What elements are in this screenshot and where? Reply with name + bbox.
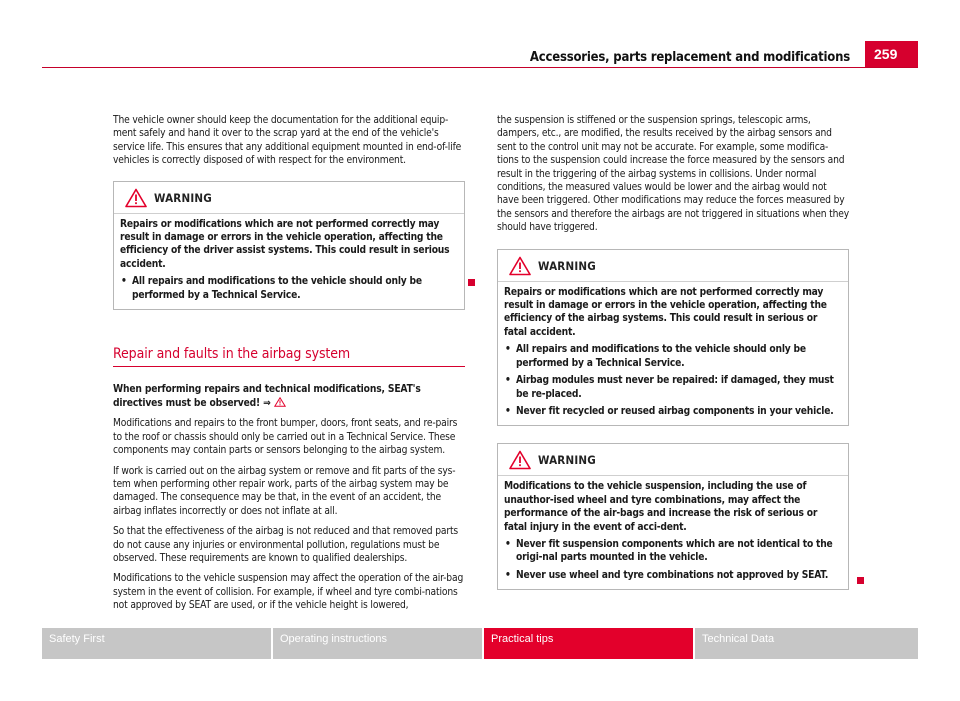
bullet-dot: •: [505, 569, 511, 581]
body-paragraph: Modifications to the vehicle suspension may affect the operation of the air-bag system in the event of collision. For example, if wheel and tyre combi-nations not approved by SEAT are used, or if the vehicle height is lowered,: [113, 573, 464, 612]
footer-nav: [42, 628, 918, 659]
warning-bullet: [504, 538, 842, 565]
section-title: Repair and faults in the airbag system: [113, 348, 465, 367]
warning-bullet-text: All repairs and modifications to the vehicle should only be performed by a Technical Service.: [132, 276, 422, 301]
warning-bullet-text: All repairs and modifications to the vehicle should only be performed by a Technical Service.: [516, 344, 806, 369]
warning-header: [114, 182, 464, 214]
warning-bullet: [504, 374, 842, 401]
intro-paragraph: The vehicle owner should keep the documentation for the additional equip-ment safely and hand it over to the scrap yard at the end of the vehicle's service life. This ensures that any additional equipment mounted in end-of-life vehicles is correctly disposed of with respect for the environment.: [113, 115, 462, 167]
bullet-dot: •: [121, 276, 127, 288]
warning-title: WARNING: [154, 190, 212, 205]
body-paragraph: So that the effectiveness of the airbag is not reduced and that removed parts do not cause any injuries or environmental pollution, regulations must be observed. These requirements are known to qualified dealerships.: [113, 526, 459, 564]
tab-practical-tips[interactable]: Practical tips: [484, 628, 693, 659]
warning-body: [114, 214, 464, 309]
warning-bullet-text: Never fit suspension components which are not identical to the origi-nal parts mounted in the vehicle.: [516, 538, 833, 564]
warning-bullet-text: Never fit recycled or reused airbag components in your vehicle.: [516, 405, 834, 417]
warning-triangle-icon: [509, 256, 531, 276]
section-end-marker: [857, 577, 864, 584]
body-paragraph: If work is carried out on the airbag system or remove and fit parts of the sys-tem when performing other repair work, parts of the airbag system may be damaged. The consequence may be that, in the event of an accident, the airbag inflates incorrectly or does not inflate at all.: [113, 465, 456, 517]
bullet-dot: •: [505, 538, 511, 550]
warning-box: [497, 443, 849, 590]
page-header-title: Accessories, parts replacement and modifications: [529, 50, 850, 65]
warning-text: Modifications to the vehicle suspension, including the use of unauthor-ised wheel and tyre combinations, may affect the performance of the air-bags and increase the risk of serious or fatal injury in the event of acci-dent.: [504, 481, 818, 533]
warning-bullet-text: Never use wheel and tyre combinations not approved by SEAT.: [516, 569, 829, 581]
warning-box: [113, 181, 465, 310]
bullet-dot: •: [505, 344, 511, 356]
lead-paragraph: [113, 383, 465, 410]
right-column: [497, 114, 849, 590]
warning-bullet-text: Airbag modules must never be repaired: if damaged, they must be re-placed.: [516, 375, 834, 400]
body-paragraph: Modifications and repairs to the front bumper, doors, front seats, and re-pairs to the roof or chassis should only be carried out in a Technical Service. These components may contain parts or sensors belonging to the airbag system.: [113, 418, 458, 457]
section-end-marker: [468, 279, 475, 286]
warning-text: Repairs or modifications which are not performed correctly may result in damage or errors in the vehicle operation, affecting the efficiency of the airbag systems. This could result in serious or fatal accident.: [504, 286, 827, 338]
tab-technical-data[interactable]: Technical Data: [695, 628, 918, 659]
page-number: 259: [865, 41, 918, 67]
warning-bullet: [504, 343, 842, 370]
warning-title: WARNING: [538, 258, 596, 273]
warning-bullet: [504, 405, 842, 418]
tab-safety-first[interactable]: Safety First: [42, 628, 271, 659]
lead-text: When performing repairs and technical modifications, SEAT's directives must be observed! ⇒: [113, 384, 421, 409]
warning-body: [498, 476, 848, 589]
bullet-dot: •: [505, 405, 511, 417]
warning-box: [497, 249, 849, 427]
warning-triangle-icon: [125, 188, 147, 208]
continuation-paragraph: the suspension is stiffened or the suspension springs, telescopic arms, dampers, etc., are modified, the results received by the airbag sensors and sent to the control unit may not be accurate. For example, some modifica-tions to the suspension could increase the force measured by the sensors and result in the triggering of the airbag systems in collisions. Under normal conditions, the measured values would be lower and the airbag would not have been triggered. Other modifications may reduce the forces measured by the sensors and therefore the airbags are not triggered in situations when they should have triggered.: [497, 115, 849, 234]
bullet-dot: •: [505, 375, 511, 387]
warning-body: [498, 282, 848, 426]
warning-header: [498, 250, 848, 282]
warning-bullet: [120, 275, 458, 302]
warning-title: WARNING: [538, 453, 596, 468]
warning-header: [498, 444, 848, 476]
warning-text: Repairs or modifications which are not performed correctly may result in damage or errors in the vehicle operation, affecting the efficiency of the driver assist systems. This could result in serious accident.: [120, 218, 450, 270]
warning-triangle-icon: [509, 450, 531, 470]
tab-operating-instructions[interactable]: Operating instructions: [273, 628, 482, 659]
warning-reference-icon[interactable]: [274, 397, 286, 407]
header-divider: [42, 67, 918, 68]
warning-bullet: [504, 569, 842, 582]
left-column: [113, 114, 465, 620]
